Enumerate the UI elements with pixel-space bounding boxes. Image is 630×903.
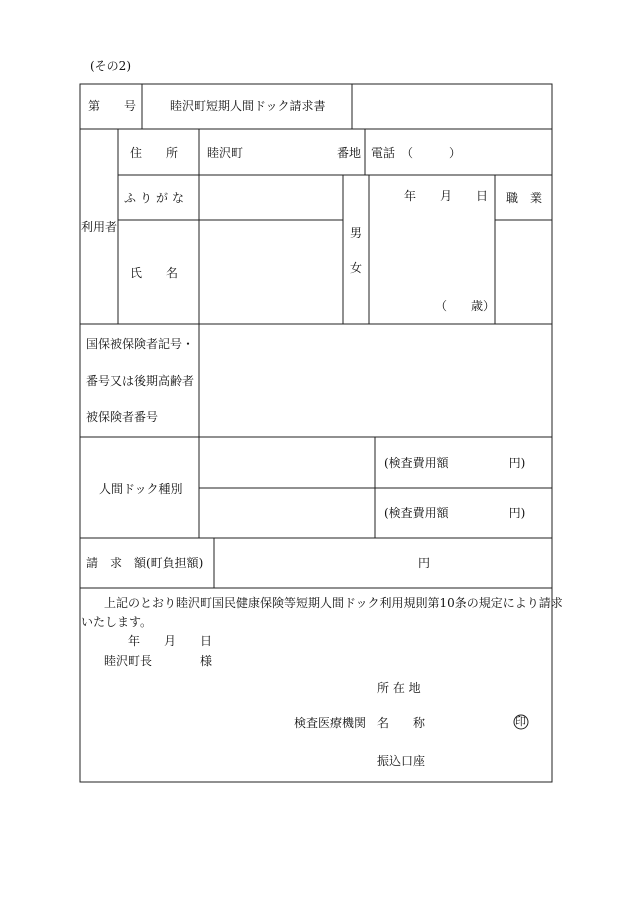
- insurance-label-line3: 被保険者番号: [86, 410, 159, 424]
- claim-amount-unit: 円: [418, 556, 431, 570]
- exam-fee-1: (検査費用額 円): [384, 456, 526, 470]
- addressee: 睦沢町長 様: [104, 654, 213, 668]
- insurance-label-line2: 番号又は後期高齢者: [86, 374, 195, 388]
- occupation-label: 職 業: [506, 191, 543, 205]
- location-label: 所 在 地: [377, 681, 421, 695]
- address-suffix: 番地: [337, 146, 362, 160]
- bank-account-label: 振込口座: [377, 754, 426, 768]
- age-label: （ 歳）: [435, 299, 496, 313]
- insurance-label-line1: 国保被保険者記号・: [86, 337, 195, 351]
- address-label: 住 所: [130, 146, 179, 160]
- furigana-label: ふりがな: [124, 191, 189, 205]
- institution-label: 検査医療機関: [294, 716, 367, 730]
- birthdate-label: 年 月 日: [404, 189, 489, 203]
- dock-type-label: 人間ドック種別: [99, 482, 183, 496]
- declaration-date: 年 月 日: [128, 634, 213, 648]
- sheet-number-label: (その2): [90, 59, 131, 73]
- seal-mark: 印: [515, 715, 526, 728]
- claim-amount-label: 請 求 額(町負担額): [86, 556, 204, 570]
- number-label: 第 号: [88, 99, 137, 113]
- form-title: 睦沢町短期人間ドック請求書: [170, 99, 326, 113]
- declaration-line2: いたします。: [81, 615, 153, 629]
- exam-fee-2: (検査費用額 円): [384, 506, 526, 520]
- phone-label: 電話 （ ）: [371, 146, 462, 160]
- address-prefix: 睦沢町: [207, 146, 244, 160]
- institution-name-label: 名 称: [377, 716, 426, 730]
- declaration-line1: 上記のとおり睦沢町国民健康保険等短期人間ドック利用規則第10条の規定により請求: [104, 596, 563, 610]
- sex-female: 女: [350, 261, 363, 275]
- user-label: 利用者: [81, 220, 118, 234]
- name-label: 氏 名: [130, 266, 179, 280]
- sex-male: 男: [350, 226, 363, 240]
